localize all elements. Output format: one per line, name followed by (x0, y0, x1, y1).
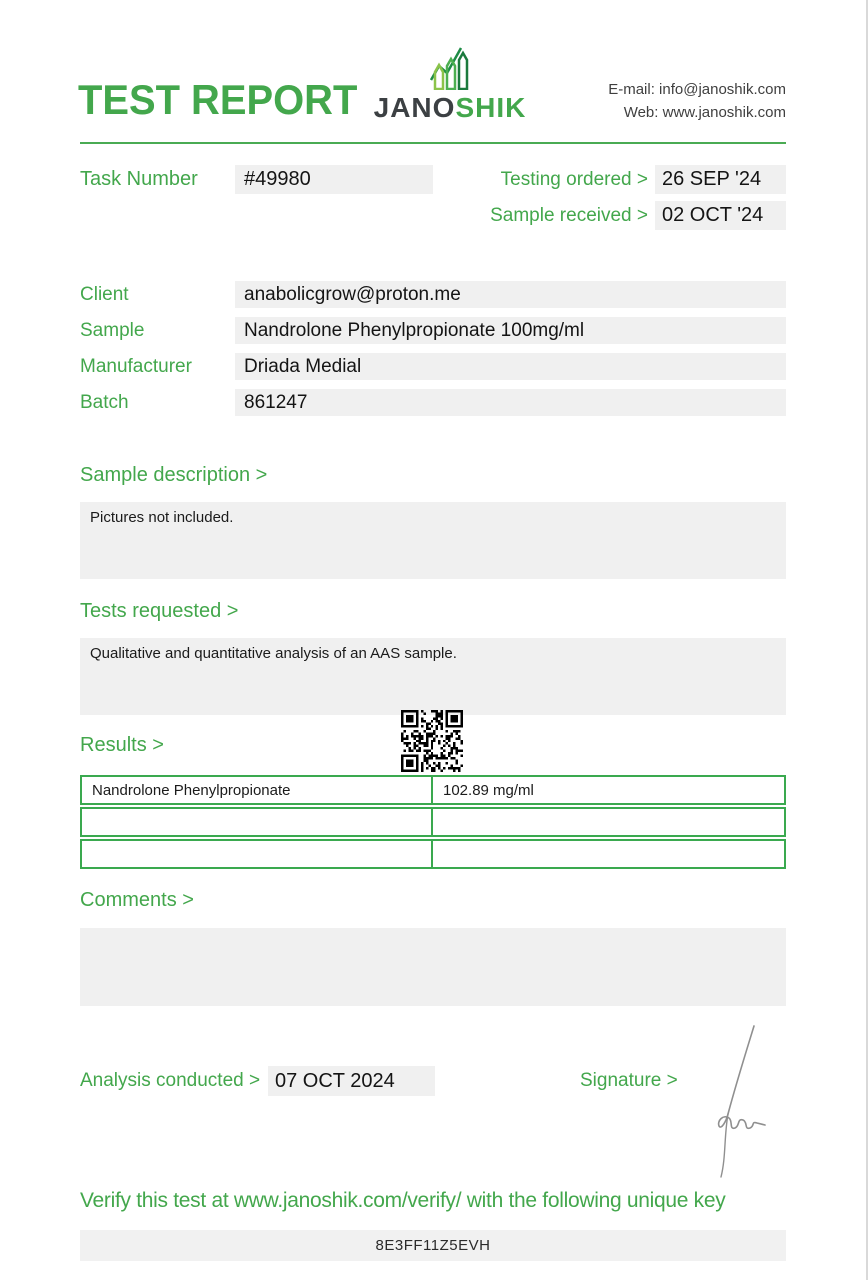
results-heading: Results > (80, 734, 164, 756)
contact-info (608, 78, 786, 125)
analysis-conducted-label: Analysis conducted > (80, 1070, 261, 1091)
contact-web: Web: www.janoshik.com (623, 104, 786, 122)
sample-received-label: Sample received > (490, 205, 648, 226)
client-label: Client (80, 284, 129, 305)
result-substance (82, 841, 433, 867)
client-value: anabolicgrow@proton.me (235, 281, 786, 308)
comments-heading: Comments > (80, 889, 194, 911)
result-substance: Nandrolone Phenylpropionate (82, 777, 433, 803)
signature-label: Signature > (580, 1070, 678, 1091)
brand-name-dark: JANO (373, 92, 456, 123)
manufacturer-label: Manufacturer (80, 356, 192, 377)
header-divider (80, 142, 786, 144)
tests-requested-box: Qualitative and quantitative analysis of an AAS sample. (80, 638, 786, 715)
testing-ordered-label: Testing ordered > (500, 169, 648, 190)
analysis-date: 07 OCT 2024 (268, 1066, 435, 1096)
sample-label: Sample (80, 320, 145, 341)
testing-ordered-date: 26 SEP '24 (655, 165, 786, 194)
result-amount: 102.89 mg/ml (443, 781, 534, 799)
manufacturer-value: Driada Medial (235, 353, 786, 380)
sample-description-box: Pictures not included. (80, 502, 786, 579)
table-row (80, 839, 786, 869)
table-row (80, 775, 786, 805)
page-title: TEST REPORT (78, 76, 358, 123)
sample-value: Nandrolone Phenylpropionate 100mg/ml (235, 317, 786, 344)
table-row (80, 807, 786, 837)
comments-box (80, 928, 786, 1006)
qr-code-icon (401, 710, 463, 772)
batch-value: 861247 (235, 389, 786, 416)
brand-logo (368, 40, 532, 124)
signature-image (692, 1022, 772, 1180)
task-number-label: Task Number (80, 168, 198, 190)
tests-requested-heading: Tests requested > (80, 600, 239, 622)
contact-email: E-mail: info@janoshik.com (608, 81, 786, 98)
sample-description-heading: Sample description > (80, 464, 268, 486)
batch-label: Batch (80, 392, 129, 413)
sample-received-date: 02 OCT '24 (655, 201, 786, 230)
brand-name (368, 92, 532, 124)
growth-chart-icon (417, 40, 483, 90)
results-table (80, 775, 786, 871)
result-substance (82, 809, 433, 835)
verify-key: 8E3FF11Z5EVH (80, 1230, 786, 1261)
result-amount (433, 841, 784, 867)
verify-instruction: Verify this test at www.janoshik.com/verify/ with the following unique key (80, 1189, 726, 1212)
result-amount (433, 809, 784, 835)
brand-name-green: SHIK (455, 92, 527, 123)
task-number-value: #49980 (235, 165, 433, 194)
